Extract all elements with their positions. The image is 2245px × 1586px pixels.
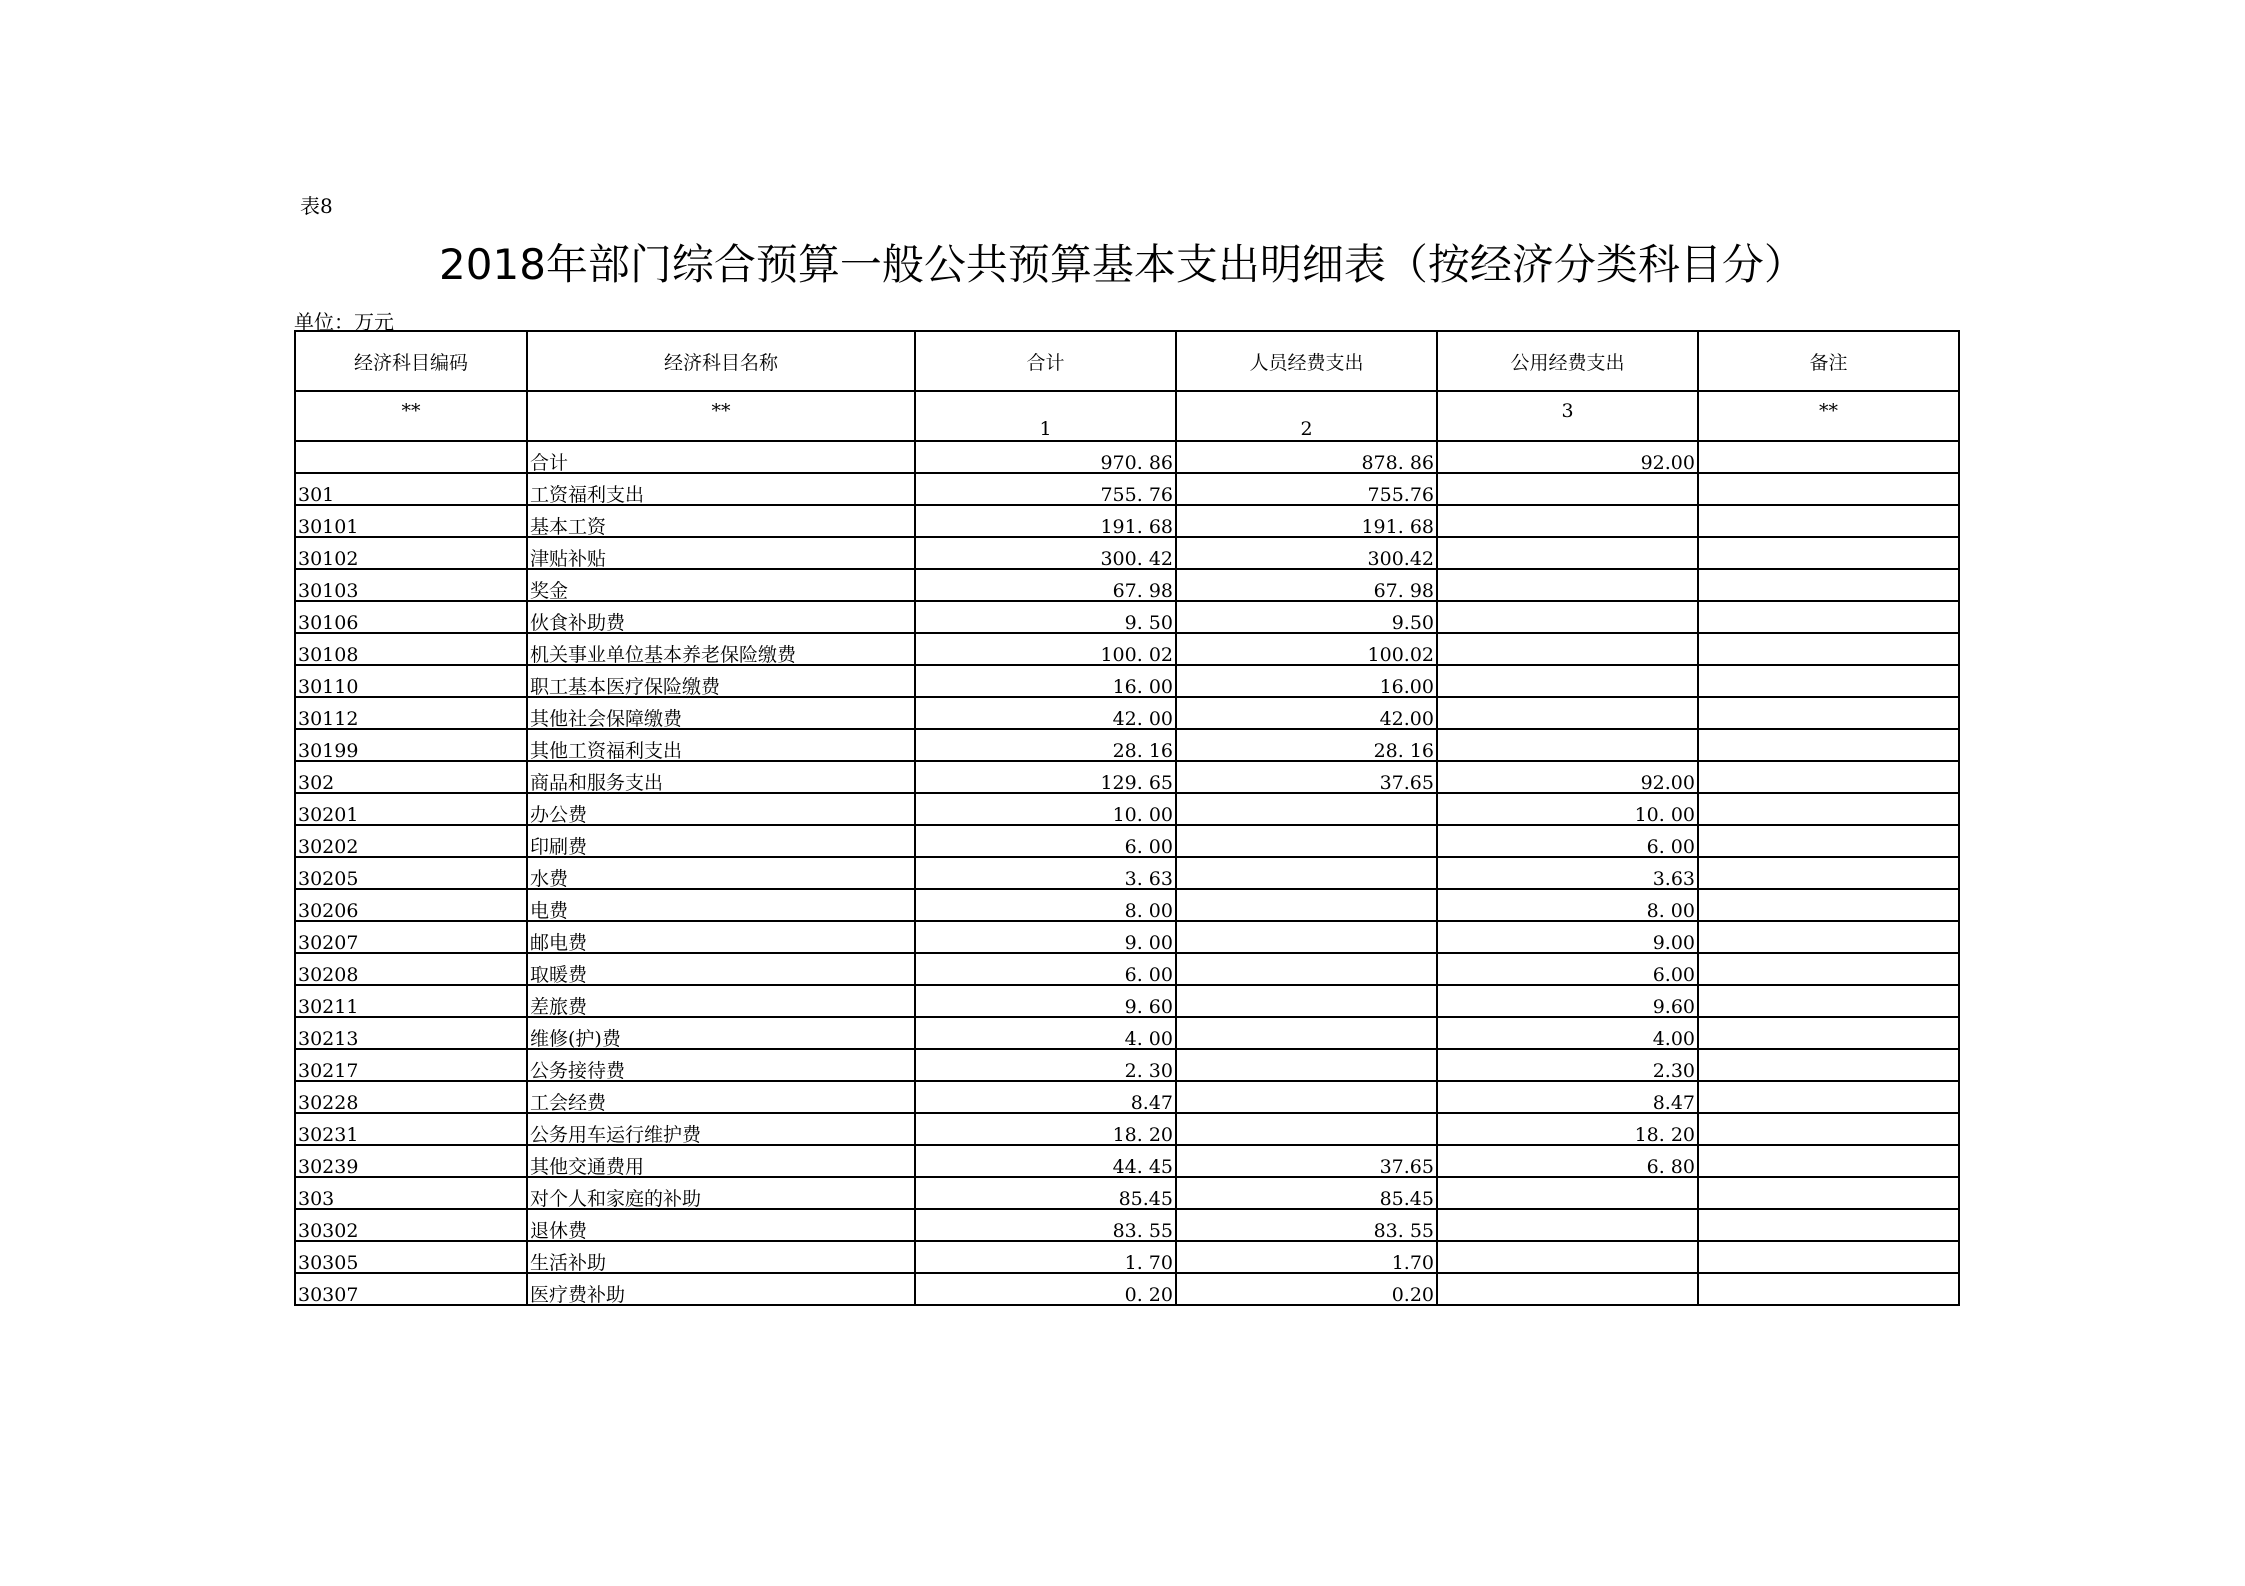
header-name: 经济科目名称 bbox=[527, 331, 915, 391]
cell-name: 公务用车运行维护费 bbox=[527, 1113, 915, 1145]
cell-note bbox=[1698, 1113, 1959, 1145]
cell-name: 职工基本医疗保险缴费 bbox=[527, 665, 915, 697]
cell-note bbox=[1698, 473, 1959, 505]
cell-total: 18. 20 bbox=[915, 1113, 1176, 1145]
cell-name: 奖金 bbox=[527, 569, 915, 601]
cell-total: 970. 86 bbox=[915, 441, 1176, 473]
cell-code: 30199 bbox=[295, 729, 527, 761]
cell-note bbox=[1698, 825, 1959, 857]
cell-name: 印刷费 bbox=[527, 825, 915, 857]
cell-code: 30302 bbox=[295, 1209, 527, 1241]
table-row bbox=[295, 1273, 1959, 1305]
cell-personnel: 85.45 bbox=[1176, 1177, 1437, 1209]
cell-note bbox=[1698, 793, 1959, 825]
cell-total: 9. 00 bbox=[915, 921, 1176, 953]
cell-personnel: 37.65 bbox=[1176, 761, 1437, 793]
table-row bbox=[295, 697, 1959, 729]
cell-total: 3. 63 bbox=[915, 857, 1176, 889]
table-row bbox=[295, 1081, 1959, 1113]
cell-note bbox=[1698, 601, 1959, 633]
cell-total: 10. 00 bbox=[915, 793, 1176, 825]
subheader-row bbox=[295, 391, 1959, 441]
subheader-code: ** bbox=[295, 391, 527, 441]
cell-name: 商品和服务支出 bbox=[527, 761, 915, 793]
cell-note bbox=[1698, 1145, 1959, 1177]
cell-note bbox=[1698, 505, 1959, 537]
cell-public: 10. 00 bbox=[1437, 793, 1698, 825]
cell-code: 30103 bbox=[295, 569, 527, 601]
cell-total: 300. 42 bbox=[915, 537, 1176, 569]
cell-note bbox=[1698, 537, 1959, 569]
table-row bbox=[295, 505, 1959, 537]
cell-personnel: 37.65 bbox=[1176, 1145, 1437, 1177]
cell-note bbox=[1698, 985, 1959, 1017]
cell-code: 30112 bbox=[295, 697, 527, 729]
cell-public: 8.47 bbox=[1437, 1081, 1698, 1113]
cell-public: 6. 00 bbox=[1437, 825, 1698, 857]
cell-personnel: 0.20 bbox=[1176, 1273, 1437, 1305]
cell-public bbox=[1437, 1209, 1698, 1241]
cell-public bbox=[1437, 729, 1698, 761]
table-row bbox=[295, 473, 1959, 505]
header-public: 公用经费支出 bbox=[1437, 331, 1698, 391]
cell-total: 9. 50 bbox=[915, 601, 1176, 633]
table-row bbox=[295, 1113, 1959, 1145]
cell-note bbox=[1698, 921, 1959, 953]
cell-public bbox=[1437, 697, 1698, 729]
cell-personnel bbox=[1176, 921, 1437, 953]
cell-personnel bbox=[1176, 1017, 1437, 1049]
cell-code: 30205 bbox=[295, 857, 527, 889]
cell-note bbox=[1698, 1177, 1959, 1209]
cell-name: 取暖费 bbox=[527, 953, 915, 985]
cell-total: 85.45 bbox=[915, 1177, 1176, 1209]
table-row bbox=[295, 761, 1959, 793]
cell-note bbox=[1698, 633, 1959, 665]
cell-personnel: 191. 68 bbox=[1176, 505, 1437, 537]
cell-public bbox=[1437, 633, 1698, 665]
cell-code: 30202 bbox=[295, 825, 527, 857]
cell-personnel: 83. 55 bbox=[1176, 1209, 1437, 1241]
cell-personnel: 300.42 bbox=[1176, 537, 1437, 569]
cell-name: 工会经费 bbox=[527, 1081, 915, 1113]
table-row bbox=[295, 953, 1959, 985]
budget-table bbox=[294, 330, 1960, 1306]
cell-public bbox=[1437, 569, 1698, 601]
cell-public bbox=[1437, 1273, 1698, 1305]
cell-note bbox=[1698, 953, 1959, 985]
table-row bbox=[295, 921, 1959, 953]
cell-note bbox=[1698, 697, 1959, 729]
cell-note bbox=[1698, 1241, 1959, 1273]
subheader-note: ** bbox=[1698, 391, 1959, 441]
cell-name: 工资福利支出 bbox=[527, 473, 915, 505]
table-row bbox=[295, 665, 1959, 697]
cell-public: 3.63 bbox=[1437, 857, 1698, 889]
cell-public bbox=[1437, 1241, 1698, 1273]
subheader-public: 3 bbox=[1437, 391, 1698, 441]
cell-code: 30305 bbox=[295, 1241, 527, 1273]
subheader-personnel: 2 bbox=[1176, 391, 1437, 441]
cell-personnel: 755.76 bbox=[1176, 473, 1437, 505]
cell-code bbox=[295, 441, 527, 473]
cell-personnel: 67. 98 bbox=[1176, 569, 1437, 601]
table-row bbox=[295, 729, 1959, 761]
table-row bbox=[295, 441, 1959, 473]
cell-total: 8.47 bbox=[915, 1081, 1176, 1113]
cell-personnel: 16.00 bbox=[1176, 665, 1437, 697]
cell-total: 44. 45 bbox=[915, 1145, 1176, 1177]
cell-note bbox=[1698, 857, 1959, 889]
cell-name: 生活补助 bbox=[527, 1241, 915, 1273]
cell-code: 30207 bbox=[295, 921, 527, 953]
cell-note bbox=[1698, 665, 1959, 697]
cell-total: 83. 55 bbox=[915, 1209, 1176, 1241]
cell-total: 8. 00 bbox=[915, 889, 1176, 921]
header-personnel: 人员经费支出 bbox=[1176, 331, 1437, 391]
header-note: 备注 bbox=[1698, 331, 1959, 391]
cell-note bbox=[1698, 889, 1959, 921]
cell-personnel bbox=[1176, 985, 1437, 1017]
table-row bbox=[295, 1241, 1959, 1273]
table-row bbox=[295, 1017, 1959, 1049]
cell-total: 6. 00 bbox=[915, 953, 1176, 985]
cell-public bbox=[1437, 1177, 1698, 1209]
cell-name: 电费 bbox=[527, 889, 915, 921]
cell-code: 30231 bbox=[295, 1113, 527, 1145]
unit-label: 单位：万元 bbox=[294, 310, 394, 334]
cell-total: 67. 98 bbox=[915, 569, 1176, 601]
table-number: 表8 bbox=[300, 194, 333, 218]
cell-name: 公务接待费 bbox=[527, 1049, 915, 1081]
cell-note bbox=[1698, 1017, 1959, 1049]
cell-name: 基本工资 bbox=[527, 505, 915, 537]
cell-name: 对个人和家庭的补助 bbox=[527, 1177, 915, 1209]
cell-public bbox=[1437, 665, 1698, 697]
cell-code: 30239 bbox=[295, 1145, 527, 1177]
cell-public: 92.00 bbox=[1437, 441, 1698, 473]
table-row bbox=[295, 825, 1959, 857]
cell-personnel bbox=[1176, 889, 1437, 921]
cell-total: 0. 20 bbox=[915, 1273, 1176, 1305]
cell-code: 30102 bbox=[295, 537, 527, 569]
cell-total: 42. 00 bbox=[915, 697, 1176, 729]
cell-personnel: 28. 16 bbox=[1176, 729, 1437, 761]
cell-name: 其他交通费用 bbox=[527, 1145, 915, 1177]
cell-total: 16. 00 bbox=[915, 665, 1176, 697]
cell-public: 6. 80 bbox=[1437, 1145, 1698, 1177]
cell-code: 30101 bbox=[295, 505, 527, 537]
cell-total: 191. 68 bbox=[915, 505, 1176, 537]
cell-name: 医疗费补助 bbox=[527, 1273, 915, 1305]
cell-code: 30206 bbox=[295, 889, 527, 921]
cell-personnel: 9.50 bbox=[1176, 601, 1437, 633]
cell-public: 9.60 bbox=[1437, 985, 1698, 1017]
cell-public: 2.30 bbox=[1437, 1049, 1698, 1081]
table-row bbox=[295, 1209, 1959, 1241]
cell-note bbox=[1698, 1209, 1959, 1241]
cell-name: 维修(护)费 bbox=[527, 1017, 915, 1049]
cell-code: 30211 bbox=[295, 985, 527, 1017]
cell-total: 28. 16 bbox=[915, 729, 1176, 761]
cell-public: 4.00 bbox=[1437, 1017, 1698, 1049]
cell-personnel: 42.00 bbox=[1176, 697, 1437, 729]
cell-code: 30228 bbox=[295, 1081, 527, 1113]
cell-total: 2. 30 bbox=[915, 1049, 1176, 1081]
cell-personnel: 878. 86 bbox=[1176, 441, 1437, 473]
cell-name: 机关事业单位基本养老保险缴费 bbox=[527, 633, 915, 665]
cell-total: 4. 00 bbox=[915, 1017, 1176, 1049]
table-row bbox=[295, 857, 1959, 889]
cell-total: 1. 70 bbox=[915, 1241, 1176, 1273]
cell-code: 301 bbox=[295, 473, 527, 505]
cell-note bbox=[1698, 1081, 1959, 1113]
table-row bbox=[295, 601, 1959, 633]
subheader-name: ** bbox=[527, 391, 915, 441]
cell-total: 755. 76 bbox=[915, 473, 1176, 505]
table-row bbox=[295, 633, 1959, 665]
cell-public bbox=[1437, 505, 1698, 537]
cell-personnel bbox=[1176, 953, 1437, 985]
cell-public bbox=[1437, 601, 1698, 633]
cell-code: 30208 bbox=[295, 953, 527, 985]
table-row bbox=[295, 985, 1959, 1017]
cell-public: 92.00 bbox=[1437, 761, 1698, 793]
cell-code: 30106 bbox=[295, 601, 527, 633]
cell-name: 差旅费 bbox=[527, 985, 915, 1017]
cell-total: 6. 00 bbox=[915, 825, 1176, 857]
table-row bbox=[295, 537, 1959, 569]
subheader-total: 1 bbox=[915, 391, 1176, 441]
cell-total: 100. 02 bbox=[915, 633, 1176, 665]
cell-personnel bbox=[1176, 1113, 1437, 1145]
cell-name: 其他工资福利支出 bbox=[527, 729, 915, 761]
cell-name: 水费 bbox=[527, 857, 915, 889]
cell-public bbox=[1437, 473, 1698, 505]
cell-name: 邮电费 bbox=[527, 921, 915, 953]
cell-code: 30201 bbox=[295, 793, 527, 825]
cell-code: 30110 bbox=[295, 665, 527, 697]
cell-code: 30307 bbox=[295, 1273, 527, 1305]
page-title: 2018年部门综合预算一般公共预算基本支出明细表（按经济分类科目分） bbox=[439, 240, 1806, 289]
cell-name: 其他社会保障缴费 bbox=[527, 697, 915, 729]
header-total: 合计 bbox=[915, 331, 1176, 391]
cell-public: 9.00 bbox=[1437, 921, 1698, 953]
cell-personnel bbox=[1176, 793, 1437, 825]
cell-note bbox=[1698, 569, 1959, 601]
cell-note bbox=[1698, 761, 1959, 793]
cell-name: 津贴补贴 bbox=[527, 537, 915, 569]
cell-name: 伙食补助费 bbox=[527, 601, 915, 633]
cell-note bbox=[1698, 1049, 1959, 1081]
header-code: 经济科目编码 bbox=[295, 331, 527, 391]
cell-total: 129. 65 bbox=[915, 761, 1176, 793]
cell-personnel: 100.02 bbox=[1176, 633, 1437, 665]
cell-total: 9. 60 bbox=[915, 985, 1176, 1017]
cell-code: 303 bbox=[295, 1177, 527, 1209]
cell-personnel bbox=[1176, 825, 1437, 857]
cell-personnel bbox=[1176, 1049, 1437, 1081]
cell-code: 30213 bbox=[295, 1017, 527, 1049]
cell-public: 8. 00 bbox=[1437, 889, 1698, 921]
table-row bbox=[295, 1049, 1959, 1081]
cell-public: 18. 20 bbox=[1437, 1113, 1698, 1145]
cell-code: 30217 bbox=[295, 1049, 527, 1081]
cell-personnel bbox=[1176, 1081, 1437, 1113]
table-row bbox=[295, 889, 1959, 921]
table-row bbox=[295, 793, 1959, 825]
cell-note bbox=[1698, 729, 1959, 761]
cell-code: 30108 bbox=[295, 633, 527, 665]
cell-personnel bbox=[1176, 857, 1437, 889]
cell-name: 退休费 bbox=[527, 1209, 915, 1241]
table-row bbox=[295, 1145, 1959, 1177]
table-row bbox=[295, 569, 1959, 601]
cell-public bbox=[1437, 537, 1698, 569]
cell-personnel: 1.70 bbox=[1176, 1241, 1437, 1273]
table-row bbox=[295, 1177, 1959, 1209]
cell-note bbox=[1698, 441, 1959, 473]
cell-note bbox=[1698, 1273, 1959, 1305]
cell-code: 302 bbox=[295, 761, 527, 793]
header-row bbox=[295, 331, 1959, 391]
cell-name: 合计 bbox=[527, 441, 915, 473]
cell-public: 6.00 bbox=[1437, 953, 1698, 985]
cell-name: 办公费 bbox=[527, 793, 915, 825]
